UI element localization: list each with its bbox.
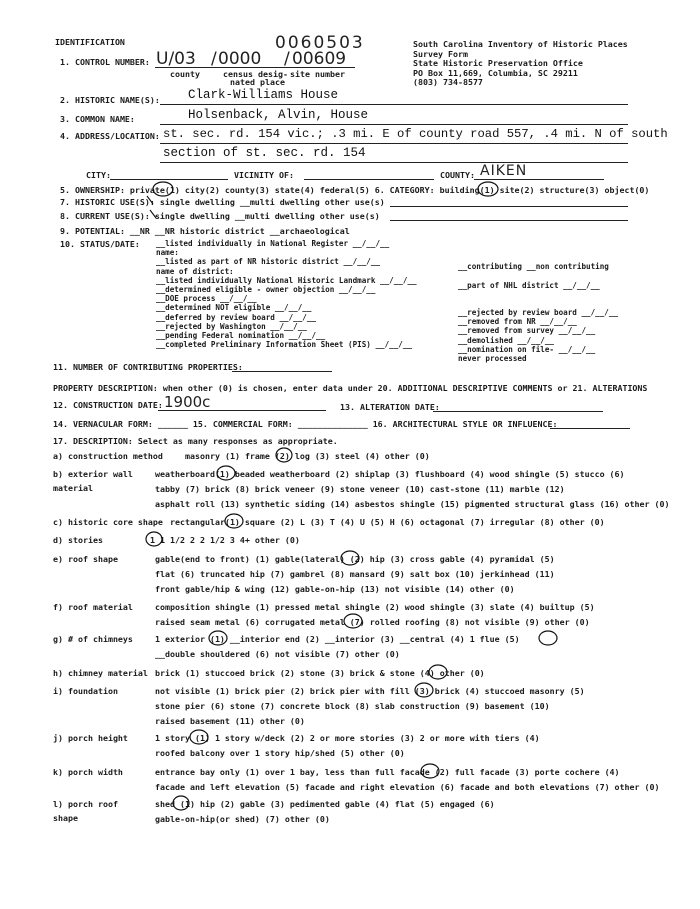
control-census: 0000 bbox=[218, 49, 262, 69]
desc-b-label: b) exterior wall bbox=[53, 469, 133, 479]
desc-g-label: g) # of chimneys bbox=[53, 634, 133, 644]
desc-i-line: not visible (1) brick pier (2) brick pier with fill (3) brick (4) stuccoed masonry (5) bbox=[155, 686, 585, 696]
underline bbox=[160, 162, 628, 163]
desc-j-label: j) porch height bbox=[53, 733, 128, 743]
status-right-line: __part of NHL district __/__/__ bbox=[458, 281, 600, 290]
description-intro: 17. DESCRIPTION: Select as many responses as appropriate. bbox=[53, 436, 338, 446]
desc-b-line: tabby (7) brick (8) brick veneer (9) stone veneer (10) cast-stone (11) marble (12) bbox=[155, 484, 565, 494]
control-number-label: 1. CONTROL NUMBER: bbox=[60, 57, 150, 67]
underline bbox=[160, 143, 628, 144]
desc-h-line: brick (1) stuccoed brick (2) stone (3) brick & stone (4) other (0) bbox=[155, 668, 485, 678]
desc-b-line: asphalt roll (13) synthetic siding (14) asbestos shingle (15) pigmented structural glass (16) other (0) bbox=[155, 499, 670, 509]
common-name-label: 3. COMMON NAME: bbox=[60, 114, 135, 124]
agency-line: PO Box 11,669, Columbia, SC 29211 bbox=[413, 67, 578, 78]
status-line: __rejected by Washington __/__/__ bbox=[156, 321, 307, 331]
construction-date-value: 1900c bbox=[164, 393, 211, 411]
agency-block bbox=[413, 40, 628, 88]
desc-i-line: raised basement (11) other (0) bbox=[155, 716, 305, 726]
handwritten-number: 0060503 bbox=[275, 33, 365, 53]
underline bbox=[160, 104, 628, 105]
desc-k-line: facade and left elevation (5) facade and right elevation (6) facade and both elevations (7) other (0) bbox=[155, 782, 660, 792]
construction-date-label: 12. CONSTRUCTION DATE: bbox=[53, 400, 163, 410]
status-right-line: __removed from survey __/__/__ bbox=[458, 326, 596, 336]
slash-divider: / bbox=[211, 49, 217, 69]
status-line: __DOE process __/__/__ bbox=[156, 294, 257, 304]
desc-i-label: i) foundation bbox=[53, 686, 118, 696]
status-line: __listed as part of NR historic district __/__/__ bbox=[156, 257, 381, 267]
desc-e-line: flat (6) truncated hip (7) gambrel (8) mansard (9) salt box (10) jerkinhead (11) bbox=[155, 569, 555, 579]
desc-k-label: k) porch width bbox=[53, 767, 123, 777]
desc-f-line: composition shingle (1) pressed metal shingle (2) wood shingle (3) slate (4) builtup (5) bbox=[155, 602, 595, 612]
desc-l-line: shed (1) hip (2) gable (3) pedimented gable (4) flat (5) engaged (6) bbox=[155, 799, 495, 809]
underline bbox=[158, 410, 326, 411]
status-line: __completed Preliminary Information Sheet (PIS) __/__/__ bbox=[156, 340, 413, 350]
agency-line: (803) 734-8577 bbox=[413, 77, 483, 87]
control-county: U/03 bbox=[156, 49, 196, 69]
status-line: __determined eligible - owner objection __/__/__ bbox=[156, 285, 376, 295]
desc-h-label: h) chimney material bbox=[53, 668, 148, 678]
address-label: 4. ADDRESS/LOCATION: bbox=[60, 131, 160, 141]
status-right-line: __removed from NR __/__/__ bbox=[458, 317, 577, 327]
common-name-value: Holsenback, Alvin, House bbox=[188, 108, 369, 122]
status-line: __pending Federal nomination __/__/__ bbox=[156, 331, 326, 341]
desc-f-label: f) roof material bbox=[53, 602, 133, 612]
desc-d-label: d) stories bbox=[53, 535, 103, 545]
city-label: CITY: bbox=[86, 170, 111, 180]
desc-e-line: gable(end to front) (1) gable(lateral) (2) hip (3) cross gable (4) pyramidal (5) bbox=[155, 554, 555, 564]
desc-j-line: 1 story (1) 1 story w/deck (2) 2 or more stories (3) 2 or more with tiers (4) bbox=[155, 733, 540, 743]
desc-f-line: raised seam metal (6) corrugated metal (7) rolled roofing (8) not visible (9) other (0) bbox=[155, 617, 590, 627]
desc-j-line: roofed balcony over 1 story hip/shed (5) other (0) bbox=[155, 748, 405, 758]
desc-b-line: weatherboard(1) beaded weatherboard (2) shiplap (3) flushboard (4) wood shingle (5) stucco (6) bbox=[155, 469, 625, 479]
status-right-line: __rejected by review board __/__/__ bbox=[458, 308, 619, 317]
agency-line: State Historic Preservation Office bbox=[413, 58, 583, 68]
underline bbox=[474, 179, 604, 180]
slash-divider: / bbox=[284, 49, 290, 69]
underline bbox=[390, 206, 628, 207]
desc-l-line: gable-on-hip(or shed) (7) other (0) bbox=[155, 814, 330, 824]
status-line: __listed individually National Historic Landmark __/__/__ bbox=[156, 275, 417, 285]
control-sub-census: census desig- bbox=[223, 69, 288, 79]
status-right-line: __contributing __non contributing bbox=[458, 262, 609, 271]
address-line2: section of st. sec. rd. 154 bbox=[163, 146, 366, 160]
desc-c-line: rectangular(1) square (2) L (3) T (4) U (5) H (6) octagonal (7) irregular (8) other (0) bbox=[170, 517, 605, 527]
status-line: __listed individually in National Register __/__/__ bbox=[156, 239, 390, 248]
section-title: IDENTIFICATION bbox=[55, 37, 125, 47]
vicinity-label: VICINITY OF: bbox=[234, 170, 294, 180]
desc-a-line: masonry (1) frame (2) log (3) steel (4) other (0) bbox=[185, 451, 430, 461]
underline bbox=[550, 428, 630, 429]
desc-b-label2: material bbox=[53, 483, 93, 493]
underline bbox=[160, 124, 628, 125]
control-underline bbox=[155, 67, 355, 68]
status-line: __determined NOT eligible __/__/__ bbox=[156, 303, 312, 313]
underline bbox=[110, 179, 228, 180]
agency-line: Survey Form bbox=[413, 48, 468, 59]
underline bbox=[390, 220, 628, 221]
current-use-line: 8. CURRENT USE(S): single dwelling __multi dwelling other use(s) bbox=[60, 211, 380, 221]
contributing-props-label: 11. NUMBER OF CONTRIBUTING PROPERTIES: bbox=[53, 362, 243, 372]
desc-d-line: 1 1 1/2 2 2 1/2 3 4+ other (0) bbox=[150, 535, 300, 545]
status-label: 10. STATUS/DATE: bbox=[60, 239, 140, 249]
underline bbox=[433, 411, 603, 412]
desc-l-label: l) porch roof bbox=[53, 799, 118, 809]
address-line1: st. sec. rd. 154 vic.; .3 mi. E of county road 557, .4 mi. N of south bbox=[163, 127, 668, 141]
property-description-note: PROPERTY DESCRIPTION: when other (0) is chosen, enter data under 20. ADDITIONAL DESCRIPTIVE COMMENTS or 21. ALTERATIONS bbox=[53, 383, 648, 393]
desc-g-line: 1 exterior (1) __interior end (2) __interior (3) __central (4) 1 flue (5) bbox=[155, 634, 520, 644]
desc-c-label: c) historic core shape bbox=[53, 517, 163, 527]
desc-l-label2: shape bbox=[53, 813, 78, 823]
desc-g-line: __double shouldered (6) not visible (7) other (0) bbox=[155, 649, 400, 659]
status-line: __deferred by review board __/__/__ bbox=[156, 312, 317, 322]
desc-e-label: e) roof shape bbox=[53, 554, 118, 564]
desc-k-line: entrance bay only (1) over 1 bay, less than full facade (2) full facade (3) porte cochere (4) bbox=[155, 767, 620, 777]
desc-e-line: front gable/hip & wing (12) gable-on-hip (13) not visible (14) other (0) bbox=[155, 584, 515, 594]
agency-line: South Carolina Inventory of Historic Places bbox=[413, 39, 628, 49]
underline bbox=[232, 371, 332, 372]
status-left-list bbox=[156, 239, 417, 349]
county-label: COUNTY: bbox=[440, 170, 475, 180]
historic-use-line: 7. HISTORIC USE(S): single dwelling __multi dwelling other use(s) bbox=[60, 197, 385, 207]
historic-name-label: 2. HISTORIC NAME(S): bbox=[60, 95, 160, 105]
ownership-line: 5. OWNERSHIP: private(1) city(2) county(3) state(4) federal(5) 6. CATEGORY: building(1) site(2) structure(3) object(0) bbox=[60, 185, 650, 195]
selection-circle bbox=[539, 631, 557, 645]
status-right-line: never processed bbox=[458, 354, 527, 364]
form-style-line: 14. VERNACULAR FORM: ______ 15. COMMERCIAL FORM: ______________ 16. ARCHITECTURAL STYLE OR INFLUENCE: bbox=[53, 419, 558, 429]
desc-a-label: a) construction method bbox=[53, 451, 163, 461]
status-right-list bbox=[458, 308, 618, 363]
status-right-line: __nomination on file- __/__/__ bbox=[458, 344, 596, 354]
status-line: name: bbox=[156, 248, 179, 258]
alteration-date-label: 13. ALTERATION DATE: bbox=[340, 402, 440, 412]
county-value: AIKEN bbox=[480, 163, 528, 179]
potential-line: 9. POTENTIAL: __NR __NR historic district __archaeological bbox=[60, 226, 350, 236]
historic-name-value: Clark-Williams House bbox=[188, 88, 339, 102]
underline bbox=[304, 179, 434, 180]
desc-i-line: stone pier (6) stone (7) concrete block (8) slab construction (9) basement (10) bbox=[155, 701, 550, 711]
control-sub-census2: nated place bbox=[230, 77, 285, 87]
status-line: name of district: bbox=[156, 266, 234, 276]
control-sub-site: site number bbox=[290, 69, 345, 79]
status-right-line: __demolished __/__/__ bbox=[458, 335, 555, 345]
control-site: 00609 bbox=[292, 49, 347, 69]
control-sub-county: county bbox=[170, 69, 200, 79]
